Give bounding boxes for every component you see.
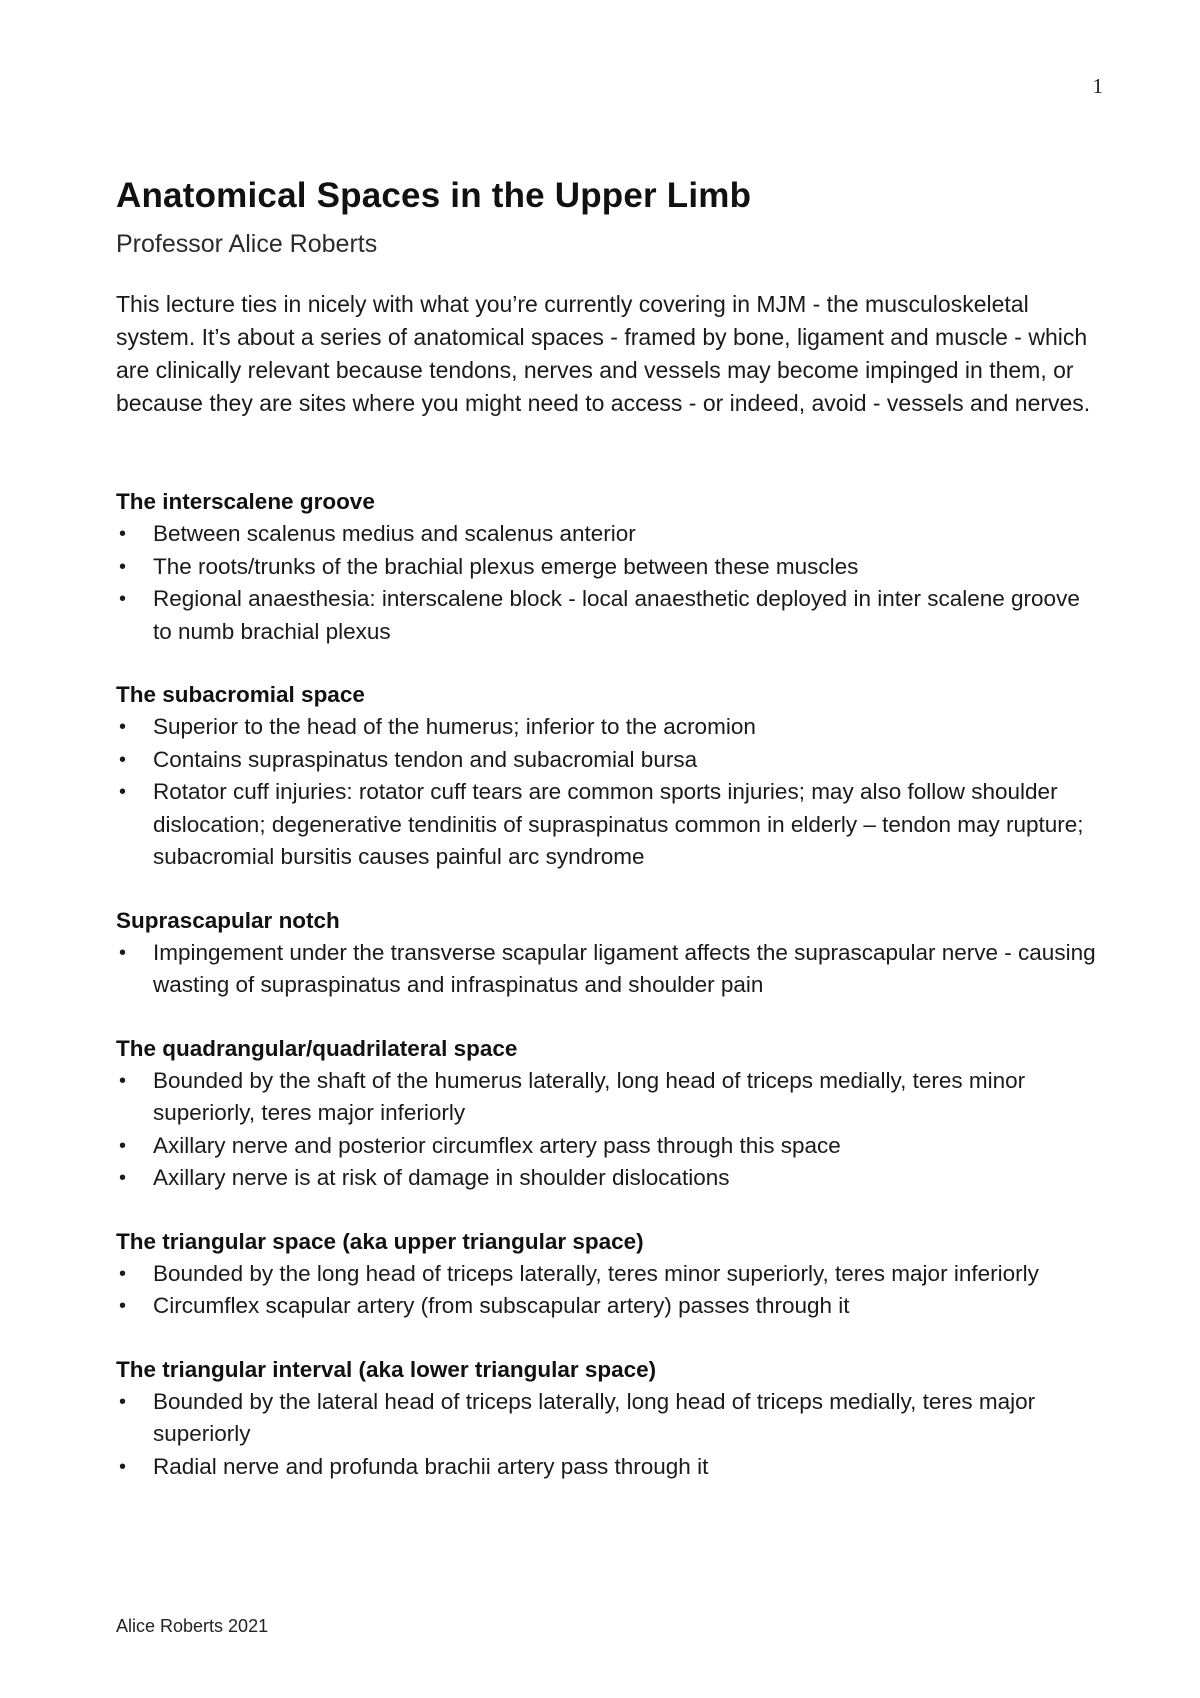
bullet-icon: • (119, 588, 127, 610)
section-heading: The triangular interval (aka lower triangular space) (116, 1356, 657, 1382)
bullet-icon: • (119, 1295, 127, 1317)
bullet-icon: • (119, 1069, 127, 1092)
list-item (116, 776, 1096, 874)
section-heading: The subacromial space (116, 682, 365, 707)
bullet-icon: • (119, 555, 127, 578)
document-body (116, 172, 1096, 1514)
list-item (116, 1258, 1096, 1291)
section-triangular-space (116, 1226, 1096, 1323)
bullet-icon: • (119, 941, 127, 964)
section-triangular-interval (116, 1354, 1096, 1484)
list-item-text: Superior to the head of the humerus; inferior to the acromion (153, 714, 756, 739)
list-item-text: Bounded by the long head of triceps laterally, teres minor superiorly, teres major inferiorly (153, 1260, 1039, 1286)
bullet-list (116, 518, 1096, 648)
list-item (116, 744, 1096, 777)
bullet-list (116, 1258, 1096, 1323)
section-heading: The interscalene groove (116, 489, 375, 514)
page-number: 1 (1092, 74, 1103, 98)
list-item (116, 551, 1096, 584)
bullet-icon: • (119, 1167, 127, 1189)
list-item-text: Rotator cuff injuries: rotator cuff tears are common sports injuries; may also follow shoulder dislocation; degenerative tendinitis of supraspinatus common in elderly – tendon may rupture; subacromial bursitis causes painful arc syndrome (153, 779, 1084, 869)
bullet-icon: • (119, 748, 127, 771)
list-item (116, 1162, 1096, 1195)
list-item (116, 1130, 1096, 1163)
bullet-list (116, 1065, 1096, 1195)
list-item (116, 937, 1096, 1002)
bullet-list (116, 937, 1096, 1002)
bullet-list (116, 1386, 1096, 1484)
bullet-icon: • (119, 523, 127, 545)
list-item (116, 711, 1096, 744)
list-item-text: Contains supraspinatus tendon and subacromial bursa (153, 746, 698, 772)
section-quadrangular-space (116, 1033, 1096, 1195)
list-item (116, 1290, 1096, 1323)
list-item-text: Radial nerve and profunda brachii artery pass through it (153, 1453, 709, 1479)
bullet-icon: • (119, 781, 127, 803)
list-item-text: Axillary nerve is at risk of damage in shoulder dislocations (153, 1165, 730, 1190)
list-item (116, 583, 1096, 648)
list-item (116, 1065, 1096, 1130)
section-suprascapular-notch (116, 905, 1096, 1002)
document-title: Anatomical Spaces in the Upper Limb (116, 176, 752, 215)
list-item (116, 518, 1096, 551)
bullet-icon: • (119, 1455, 127, 1478)
document-author: Professor Alice Roberts (116, 230, 378, 258)
section-interscalene-groove (116, 486, 1096, 648)
list-item-text: Bounded by the lateral head of triceps laterally, long head of triceps medially, teres major superiorly (153, 1388, 1036, 1446)
sections-container (116, 486, 1096, 1483)
bullet-list (116, 711, 1096, 874)
list-item (116, 1386, 1096, 1451)
intro-paragraph: This lecture ties in nicely with what you’re currently covering in MJM - the musculoskeletal system. It’s about a series of anatomical spaces - framed by bone, ligament and muscle - which are clinically relevant because tendons, nerves and vessels may become impinged in them, or because they are sites where you might need to access - or indeed, avoid - vessels and nerves. (116, 291, 1091, 416)
list-item (116, 1451, 1096, 1484)
bullet-icon: • (119, 1262, 127, 1285)
list-item-text: Bounded by the shaft of the humerus laterally, long head of triceps medially, teres minor superiorly, teres major inferiorly (153, 1067, 1026, 1125)
section-subacromial-space (116, 679, 1096, 874)
bullet-icon: • (119, 1390, 127, 1413)
bullet-icon: • (119, 1134, 127, 1157)
list-item-text: Between scalenus medius and scalenus anterior (153, 521, 636, 546)
section-heading: The triangular space (aka upper triangular space) (116, 1228, 644, 1254)
list-item-text: Axillary nerve and posterior circumflex artery pass through this space (153, 1132, 841, 1158)
list-item-text: The roots/trunks of the brachial plexus emerge between these muscles (153, 553, 859, 579)
list-item-text: Circumflex scapular artery (from subscapular artery) passes through it (153, 1293, 850, 1318)
section-heading: Suprascapular notch (116, 907, 340, 933)
bullet-icon: • (119, 716, 127, 738)
list-item-text: Impingement under the transverse scapular ligament affects the suprascapular nerve - causing wasting of supraspinatus and infraspinatus and shoulder pain (153, 939, 1096, 997)
page-footer: Alice Roberts 2021 (116, 1616, 269, 1636)
list-item-text: Regional anaesthesia: interscalene block - local anaesthetic deployed in inter scalene groove to numb brachial plexus (153, 586, 1080, 644)
section-heading: The quadrangular/quadrilateral space (116, 1035, 518, 1061)
